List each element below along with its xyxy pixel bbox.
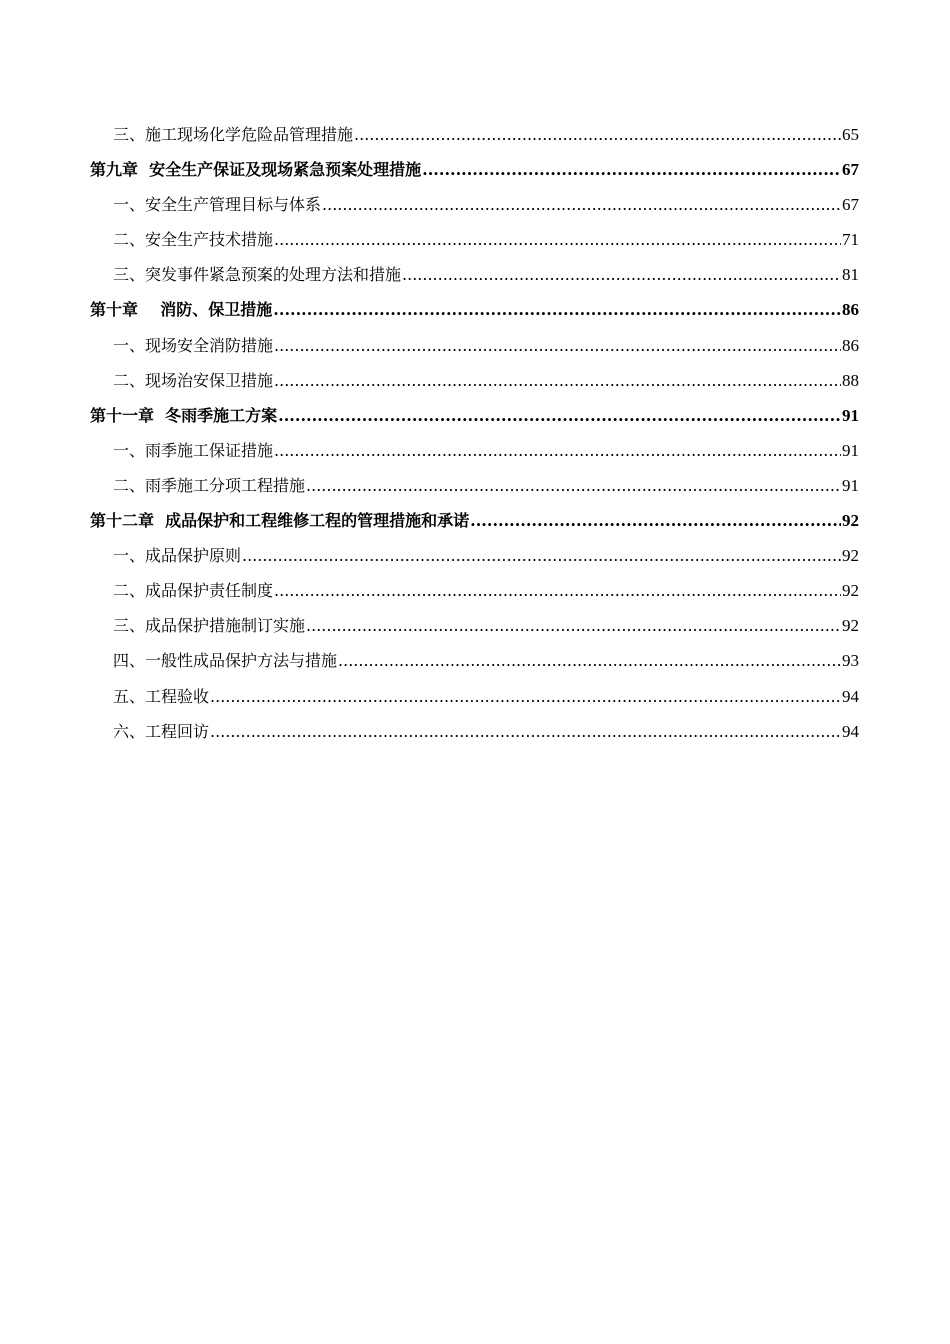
toc-entry-title: 第九章 安全生产保证及现场紧急预案处理措施 [90,160,422,180]
toc-dot-leader [210,679,841,714]
toc-entry[interactable] [90,538,859,573]
toc-entry-title: 第十二章 成品保护和工程维修工程的管理措施和承诺 [90,511,470,531]
toc-entry-title: 四、一般性成品保护方法与措施 [113,651,338,671]
toc-entry-title: 第十一章 冬雨季施工方案 [90,405,278,425]
toc-dot-leader [273,292,841,327]
toc-dot-leader [274,573,841,608]
toc-entry-page: 93 [842,651,859,671]
toc-dot-leader [210,714,841,749]
toc-entry[interactable] [90,714,859,749]
toc-chapter-entry[interactable] [90,503,859,538]
toc-entry-title: 一、现场安全消防措施 [113,335,274,355]
toc-entry-title: 第十章 消防、保卫措施 [90,300,273,320]
toc-entry-title: 一、安全生产管理目标与体系 [113,195,322,215]
toc-entry[interactable] [90,608,859,643]
toc-entry-page: 94 [842,721,859,741]
toc-entry[interactable] [90,679,859,714]
toc-dot-leader [242,538,841,573]
toc-entry[interactable] [90,187,859,222]
toc-entry-title: 三、施工现场化学危险品管理措施 [113,125,354,144]
toc-entry-page: 91 [842,475,859,495]
toc-entry[interactable] [90,643,859,678]
toc-entry[interactable] [90,363,859,398]
toc-entry-page: 71 [842,230,859,250]
toc-entry-title: 二、安全生产技术措施 [113,230,274,250]
toc-entry-page: 92 [842,616,859,636]
toc-entry[interactable] [90,468,859,503]
toc-entry-title: 二、现场治安保卫措施 [113,370,274,390]
toc-chapter-entry[interactable] [90,398,859,433]
toc-entry-title: 二、雨季施工分项工程措施 [113,475,306,495]
toc-dot-leader [306,468,841,503]
toc-entry-page: 88 [842,370,859,390]
toc-dot-leader [470,503,841,538]
toc-dot-leader [274,433,841,468]
toc-entry-page: 86 [842,335,859,355]
toc-entry-page: 81 [842,265,859,285]
toc-entry-page: 86 [842,300,859,320]
toc-entry[interactable] [90,117,859,152]
toc-entry-page: 67 [842,195,859,215]
toc-entry-title: 二、成品保护责任制度 [113,581,274,601]
toc-entry-title: 六、工程回访 [113,721,210,741]
toc-entry-page: 92 [842,546,859,566]
toc-entry[interactable] [90,573,859,608]
toc-dot-leader [274,363,841,398]
toc-entry-page: 94 [842,686,859,706]
toc-entry-title: 一、雨季施工保证措施 [113,440,274,460]
toc-entry[interactable] [90,433,859,468]
toc-entry-title: 三、成品保护措施制订实施 [113,616,306,636]
toc-entry-page: 92 [842,581,859,601]
toc-entry-page: 92 [842,511,859,531]
toc-dot-leader [274,328,841,363]
toc-entry[interactable] [90,222,859,257]
toc-dot-leader [354,117,841,152]
toc-entry-page: 91 [842,440,859,460]
toc-dot-leader [278,398,841,433]
toc-dot-leader [402,257,841,292]
toc-entry-page: 91 [842,405,859,425]
toc-entry-page: 65 [842,125,859,144]
toc-dot-leader [274,222,841,257]
toc-dot-leader [306,608,841,643]
toc-dot-leader [338,643,841,678]
toc-dot-leader [322,187,841,222]
toc-entry[interactable] [90,328,859,363]
toc-entry-title: 三、突发事件紧急预案的处理方法和措施 [113,265,402,285]
toc-chapter-entry[interactable] [90,292,859,327]
toc-entry[interactable] [90,257,859,292]
toc-entry-page: 67 [842,160,859,180]
toc-dot-leader [422,152,841,187]
table-of-contents [90,117,859,749]
toc-entry-title: 一、成品保护原则 [113,546,242,566]
toc-entry-title: 五、工程验收 [113,686,210,706]
toc-chapter-entry[interactable] [90,152,859,187]
